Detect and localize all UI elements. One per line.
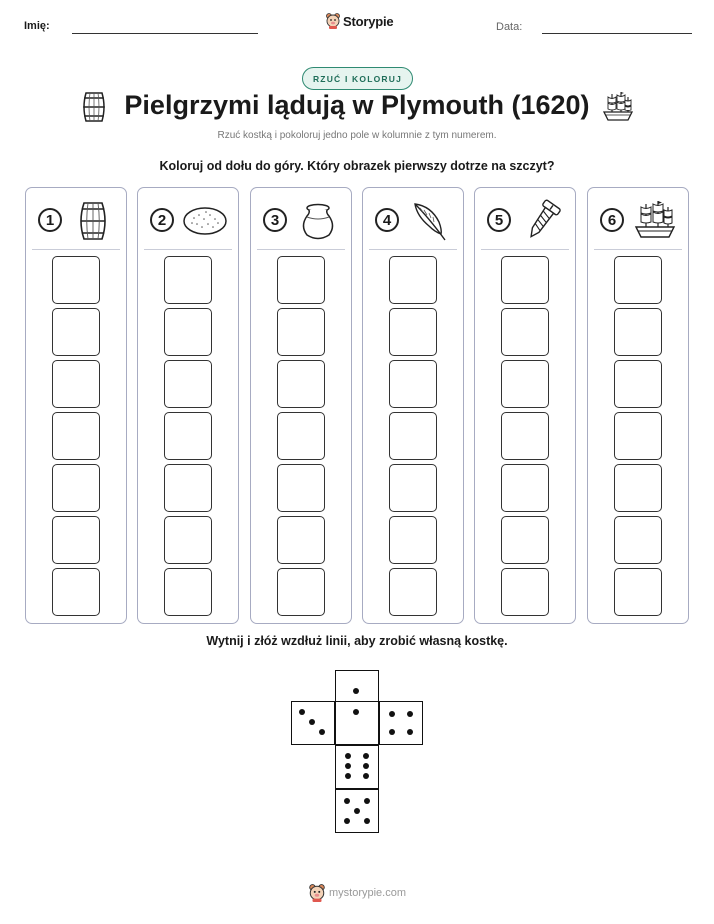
color-cell[interactable] (277, 464, 325, 512)
dice-pip (363, 763, 369, 769)
dice-pip (345, 773, 351, 779)
column-number: 3 (263, 208, 287, 232)
column-divider (481, 249, 569, 250)
cut-instruction: Wytnij i złóż wzdłuż linii, aby zrobić własną kostkę. (206, 634, 508, 648)
dice-pip (364, 818, 370, 824)
column-number: 4 (375, 208, 399, 232)
dice-pip (354, 808, 360, 814)
dice-pip (299, 709, 305, 715)
column-number: 6 (600, 208, 624, 232)
color-cell[interactable] (164, 308, 212, 356)
color-cell[interactable] (614, 568, 662, 616)
color-cell[interactable] (164, 360, 212, 408)
dice-pip (389, 729, 395, 735)
column-divider (257, 249, 345, 250)
page-title: Pielgrzymi lądują w Plymouth (1620) (124, 90, 590, 120)
color-cell[interactable] (164, 516, 212, 564)
dice-pip (389, 711, 395, 717)
dice-face-6 (335, 745, 379, 789)
color-cell[interactable] (52, 464, 100, 512)
race-column-4 (362, 187, 464, 624)
dice-pip (407, 711, 413, 717)
color-cell[interactable] (389, 256, 437, 304)
instruction-text: Koloruj od dołu do góry. Który obrazek pierwszy dotrze na szczyt? (159, 159, 555, 173)
brand-logo (326, 13, 393, 29)
color-cell[interactable] (164, 256, 212, 304)
color-cell[interactable] (389, 464, 437, 512)
race-column-6 (587, 187, 689, 624)
dice-pip (344, 818, 350, 824)
race-column-5 (474, 187, 576, 624)
dice-pip (344, 798, 350, 804)
dice-face-1 (335, 701, 379, 745)
dice-pip (363, 773, 369, 779)
column-number: 2 (150, 208, 174, 232)
race-column-1 (25, 187, 127, 624)
name-write-line[interactable] (72, 33, 258, 34)
color-cell[interactable] (277, 308, 325, 356)
date-label: Data: (496, 21, 523, 33)
color-cell[interactable] (52, 568, 100, 616)
dice-pip (345, 753, 351, 759)
color-cell[interactable] (389, 308, 437, 356)
race-column-2 (137, 187, 239, 624)
color-cell[interactable] (52, 360, 100, 408)
brand-name: Storypie (343, 13, 394, 29)
color-cell[interactable] (614, 412, 662, 460)
bread-loaf-icon (182, 198, 228, 244)
color-cell[interactable] (277, 412, 325, 460)
color-cell[interactable] (277, 256, 325, 304)
column-divider (369, 249, 457, 250)
color-cell[interactable] (52, 308, 100, 356)
column-divider (594, 249, 682, 250)
dice-pip (407, 729, 413, 735)
name-label: Imię: (24, 20, 50, 32)
color-cell[interactable] (164, 464, 212, 512)
color-cell[interactable] (277, 568, 325, 616)
barrel-icon (70, 198, 116, 244)
dice-face-5 (335, 789, 379, 833)
dice-pip (319, 729, 325, 735)
color-cell[interactable] (501, 516, 549, 564)
color-cell[interactable] (614, 516, 662, 564)
color-cell[interactable] (614, 308, 662, 356)
dice-pip (353, 709, 359, 715)
date-write-line[interactable] (542, 33, 692, 34)
color-cell[interactable] (501, 360, 549, 408)
color-cell[interactable] (501, 412, 549, 460)
dice-face-3 (291, 701, 335, 745)
color-cell[interactable] (277, 516, 325, 564)
ship-icon (601, 91, 635, 123)
quill-feather-icon (407, 198, 453, 244)
color-cell[interactable] (52, 256, 100, 304)
footer-url: mystorypie.com (329, 887, 407, 899)
color-cell[interactable] (501, 308, 549, 356)
footer (309, 884, 406, 902)
color-cell[interactable] (164, 568, 212, 616)
color-cell[interactable] (501, 464, 549, 512)
color-cell[interactable] (164, 412, 212, 460)
storypie-logo-icon (326, 13, 340, 29)
dice-pip (345, 763, 351, 769)
dice-face-4 (379, 701, 423, 745)
dice-pip (364, 798, 370, 804)
column-number: 5 (487, 208, 511, 232)
color-cell[interactable] (52, 412, 100, 460)
ship-icon (632, 198, 678, 244)
color-cell[interactable] (389, 568, 437, 616)
color-cell[interactable] (614, 464, 662, 512)
color-cell[interactable] (389, 412, 437, 460)
color-cell[interactable] (614, 256, 662, 304)
color-cell[interactable] (501, 256, 549, 304)
color-cell[interactable] (277, 360, 325, 408)
dice-pip (353, 688, 359, 694)
screw-icon (519, 198, 565, 244)
activity-badge: RZUĆ I KOLORUJ (302, 67, 413, 90)
pot-icon (295, 198, 341, 244)
dice-pip (363, 753, 369, 759)
storypie-logo-icon (309, 884, 325, 902)
column-divider (144, 249, 232, 250)
column-number: 1 (38, 208, 62, 232)
color-cell[interactable] (52, 516, 100, 564)
dice-pip (309, 719, 315, 725)
color-cell[interactable] (389, 516, 437, 564)
color-cell[interactable] (389, 360, 437, 408)
color-cell[interactable] (501, 568, 549, 616)
column-divider (32, 249, 120, 250)
race-column-3 (250, 187, 352, 624)
color-cell[interactable] (614, 360, 662, 408)
subtitle: Rzuć kostką i pokoloruj jedno pole w kolumnie z tym numerem. (217, 130, 497, 141)
